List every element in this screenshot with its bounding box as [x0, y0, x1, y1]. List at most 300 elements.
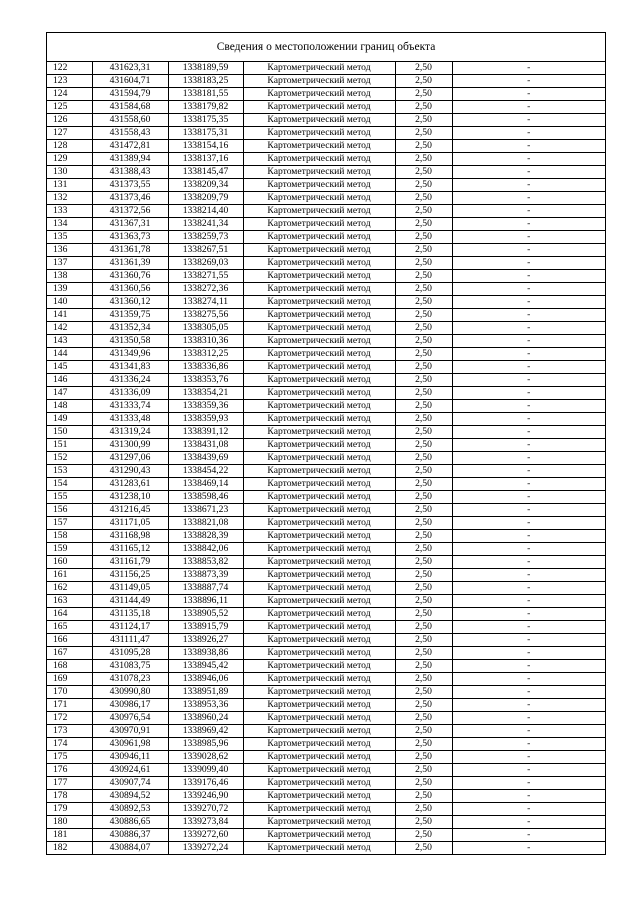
method-cell: Картометрический метод	[243, 712, 395, 725]
method-cell: Картометрический метод	[243, 660, 395, 673]
method-cell: Картометрический метод	[243, 179, 395, 192]
y-coordinate-cell: 1338828,39	[168, 530, 243, 543]
x-coordinate-cell: 431333,74	[92, 400, 168, 413]
point-number-cell: 131	[47, 179, 92, 192]
point-number-cell: 182	[47, 842, 92, 855]
accuracy-cell: 2,50	[395, 361, 452, 374]
x-coordinate-cell: 430986,17	[92, 699, 168, 712]
y-coordinate-cell: 1338887,74	[168, 582, 243, 595]
description-cell: -	[452, 764, 605, 777]
method-cell: Картометрический метод	[243, 621, 395, 634]
table-row	[47, 296, 605, 309]
x-coordinate-cell: 431350,58	[92, 335, 168, 348]
method-cell: Картометрический метод	[243, 764, 395, 777]
description-cell: -	[452, 686, 605, 699]
table-row	[47, 114, 605, 127]
x-coordinate-cell: 431594,79	[92, 88, 168, 101]
point-number-cell: 171	[47, 699, 92, 712]
table-row	[47, 400, 605, 413]
method-cell: Картометрический метод	[243, 738, 395, 751]
x-coordinate-cell: 431111,47	[92, 634, 168, 647]
point-number-cell: 125	[47, 101, 92, 114]
table-row	[47, 634, 605, 647]
x-coordinate-cell: 431238,10	[92, 491, 168, 504]
method-cell: Картометрический метод	[243, 75, 395, 88]
y-coordinate-cell: 1338896,11	[168, 595, 243, 608]
table-row	[47, 153, 605, 166]
table-row	[47, 335, 605, 348]
x-coordinate-cell: 431472,81	[92, 140, 168, 153]
description-cell: -	[452, 504, 605, 517]
y-coordinate-cell: 1338821,08	[168, 517, 243, 530]
x-coordinate-cell: 431297,06	[92, 452, 168, 465]
table-row	[47, 712, 605, 725]
description-cell: -	[452, 88, 605, 101]
accuracy-cell: 2,50	[395, 530, 452, 543]
accuracy-cell: 2,50	[395, 504, 452, 517]
point-number-cell: 180	[47, 816, 92, 829]
x-coordinate-cell: 430990,80	[92, 686, 168, 699]
table-row	[47, 361, 605, 374]
method-cell: Картометрический метод	[243, 504, 395, 517]
description-cell: -	[452, 426, 605, 439]
table-row	[47, 491, 605, 504]
description-cell: -	[452, 660, 605, 673]
method-cell: Картометрический метод	[243, 569, 395, 582]
description-cell: -	[452, 569, 605, 582]
table-row	[47, 556, 605, 569]
table-row	[47, 660, 605, 673]
method-cell: Картометрический метод	[243, 829, 395, 842]
y-coordinate-cell: 1338945,42	[168, 660, 243, 673]
x-coordinate-cell: 431363,73	[92, 231, 168, 244]
method-cell: Картометрический метод	[243, 608, 395, 621]
accuracy-cell: 2,50	[395, 725, 452, 738]
method-cell: Картометрический метод	[243, 192, 395, 205]
coordinates-table	[47, 62, 605, 854]
point-number-cell: 179	[47, 803, 92, 816]
description-cell: -	[452, 387, 605, 400]
point-number-cell: 181	[47, 829, 92, 842]
method-cell: Картометрический метод	[243, 530, 395, 543]
y-coordinate-cell: 1338598,46	[168, 491, 243, 504]
x-coordinate-cell: 431336,24	[92, 374, 168, 387]
method-cell: Картометрический метод	[243, 270, 395, 283]
x-coordinate-cell: 431558,60	[92, 114, 168, 127]
method-cell: Картометрический метод	[243, 634, 395, 647]
point-number-cell: 158	[47, 530, 92, 543]
accuracy-cell: 2,50	[395, 764, 452, 777]
point-number-cell: 122	[47, 62, 92, 75]
table-row	[47, 699, 605, 712]
table-row	[47, 231, 605, 244]
x-coordinate-cell: 431558,43	[92, 127, 168, 140]
y-coordinate-cell: 1338274,11	[168, 296, 243, 309]
accuracy-cell: 2,50	[395, 569, 452, 582]
point-number-cell: 139	[47, 283, 92, 296]
table-row	[47, 829, 605, 842]
y-coordinate-cell: 1338145,47	[168, 166, 243, 179]
point-number-cell: 133	[47, 205, 92, 218]
y-coordinate-cell: 1338137,16	[168, 153, 243, 166]
accuracy-cell: 2,50	[395, 712, 452, 725]
point-number-cell: 165	[47, 621, 92, 634]
description-cell: -	[452, 816, 605, 829]
table-row	[47, 140, 605, 153]
y-coordinate-cell: 1338214,40	[168, 205, 243, 218]
boundary-table-frame	[46, 32, 606, 855]
method-cell: Картометрический метод	[243, 205, 395, 218]
description-cell: -	[452, 166, 605, 179]
y-coordinate-cell: 1338359,93	[168, 413, 243, 426]
point-number-cell: 159	[47, 543, 92, 556]
point-number-cell: 140	[47, 296, 92, 309]
description-cell: -	[452, 283, 605, 296]
description-cell: -	[452, 75, 605, 88]
y-coordinate-cell: 1338960,24	[168, 712, 243, 725]
x-coordinate-cell: 430884,07	[92, 842, 168, 855]
description-cell: -	[452, 400, 605, 413]
accuracy-cell: 2,50	[395, 465, 452, 478]
table-row	[47, 452, 605, 465]
method-cell: Картометрический метод	[243, 335, 395, 348]
y-coordinate-cell: 1339028,62	[168, 751, 243, 764]
description-cell: -	[452, 62, 605, 75]
method-cell: Картометрический метод	[243, 387, 395, 400]
point-number-cell: 127	[47, 127, 92, 140]
x-coordinate-cell: 431352,34	[92, 322, 168, 335]
method-cell: Картометрический метод	[243, 673, 395, 686]
x-coordinate-cell: 431361,78	[92, 244, 168, 257]
y-coordinate-cell: 1338275,56	[168, 309, 243, 322]
y-coordinate-cell: 1338310,36	[168, 335, 243, 348]
accuracy-cell: 2,50	[395, 296, 452, 309]
y-coordinate-cell: 1338905,52	[168, 608, 243, 621]
y-coordinate-cell: 1338271,55	[168, 270, 243, 283]
y-coordinate-cell: 1338181,55	[168, 88, 243, 101]
description-cell: -	[452, 101, 605, 114]
point-number-cell: 168	[47, 660, 92, 673]
table-row	[47, 543, 605, 556]
description-cell: -	[452, 361, 605, 374]
point-number-cell: 130	[47, 166, 92, 179]
point-number-cell: 176	[47, 764, 92, 777]
method-cell: Картометрический метод	[243, 647, 395, 660]
method-cell: Картометрический метод	[243, 751, 395, 764]
accuracy-cell: 2,50	[395, 257, 452, 270]
table-row	[47, 465, 605, 478]
description-cell: -	[452, 608, 605, 621]
y-coordinate-cell: 1338209,79	[168, 192, 243, 205]
description-cell: -	[452, 413, 605, 426]
y-coordinate-cell: 1339273,84	[168, 816, 243, 829]
description-cell: -	[452, 738, 605, 751]
x-coordinate-cell: 431171,05	[92, 517, 168, 530]
x-coordinate-cell: 431584,68	[92, 101, 168, 114]
accuracy-cell: 2,50	[395, 335, 452, 348]
x-coordinate-cell: 430894,52	[92, 790, 168, 803]
point-number-cell: 153	[47, 465, 92, 478]
table-row	[47, 816, 605, 829]
description-cell: -	[452, 335, 605, 348]
method-cell: Картометрический метод	[243, 777, 395, 790]
table-row	[47, 127, 605, 140]
table-row	[47, 179, 605, 192]
point-number-cell: 152	[47, 452, 92, 465]
table-row	[47, 478, 605, 491]
method-cell: Картометрический метод	[243, 426, 395, 439]
point-number-cell: 123	[47, 75, 92, 88]
accuracy-cell: 2,50	[395, 751, 452, 764]
x-coordinate-cell: 431361,39	[92, 257, 168, 270]
method-cell: Картометрический метод	[243, 166, 395, 179]
y-coordinate-cell: 1338915,79	[168, 621, 243, 634]
description-cell: -	[452, 309, 605, 322]
method-cell: Картометрический метод	[243, 517, 395, 530]
description-cell: -	[452, 231, 605, 244]
table-row	[47, 101, 605, 114]
point-number-cell: 138	[47, 270, 92, 283]
table-row	[47, 348, 605, 361]
x-coordinate-cell: 431360,12	[92, 296, 168, 309]
method-cell: Картометрический метод	[243, 244, 395, 257]
point-number-cell: 136	[47, 244, 92, 257]
method-cell: Картометрический метод	[243, 699, 395, 712]
description-cell: -	[452, 140, 605, 153]
table-row	[47, 439, 605, 452]
y-coordinate-cell: 1338391,12	[168, 426, 243, 439]
x-coordinate-cell: 431604,71	[92, 75, 168, 88]
method-cell: Картометрический метод	[243, 218, 395, 231]
y-coordinate-cell: 1338312,25	[168, 348, 243, 361]
x-coordinate-cell: 430892,53	[92, 803, 168, 816]
x-coordinate-cell: 430946,11	[92, 751, 168, 764]
point-number-cell: 148	[47, 400, 92, 413]
method-cell: Картометрический метод	[243, 296, 395, 309]
description-cell: -	[452, 673, 605, 686]
table-row	[47, 244, 605, 257]
x-coordinate-cell: 431336,09	[92, 387, 168, 400]
table-row	[47, 218, 605, 231]
table-row	[47, 647, 605, 660]
method-cell: Картометрический метод	[243, 413, 395, 426]
accuracy-cell: 2,50	[395, 231, 452, 244]
x-coordinate-cell: 431300,99	[92, 439, 168, 452]
x-coordinate-cell: 431156,25	[92, 569, 168, 582]
x-coordinate-cell: 431341,83	[92, 361, 168, 374]
accuracy-cell: 2,50	[395, 413, 452, 426]
y-coordinate-cell: 1338938,86	[168, 647, 243, 660]
table-row	[47, 309, 605, 322]
table-row	[47, 621, 605, 634]
method-cell: Картометрический метод	[243, 140, 395, 153]
x-coordinate-cell: 431290,43	[92, 465, 168, 478]
method-cell: Картометрический метод	[243, 595, 395, 608]
x-coordinate-cell: 431349,96	[92, 348, 168, 361]
accuracy-cell: 2,50	[395, 595, 452, 608]
table-row	[47, 504, 605, 517]
table-row	[47, 413, 605, 426]
accuracy-cell: 2,50	[395, 192, 452, 205]
point-number-cell: 174	[47, 738, 92, 751]
y-coordinate-cell: 1338985,96	[168, 738, 243, 751]
method-cell: Картометрический метод	[243, 452, 395, 465]
accuracy-cell: 2,50	[395, 283, 452, 296]
point-number-cell: 167	[47, 647, 92, 660]
point-number-cell: 147	[47, 387, 92, 400]
x-coordinate-cell: 431389,94	[92, 153, 168, 166]
point-number-cell: 150	[47, 426, 92, 439]
point-number-cell: 155	[47, 491, 92, 504]
point-number-cell: 129	[47, 153, 92, 166]
accuracy-cell: 2,50	[395, 842, 452, 855]
accuracy-cell: 2,50	[395, 582, 452, 595]
description-cell: -	[527, 842, 531, 853]
point-number-cell: 128	[47, 140, 92, 153]
accuracy-cell: 2,50	[395, 270, 452, 283]
y-coordinate-cell: 1338354,21	[168, 387, 243, 400]
table-row	[47, 582, 605, 595]
y-coordinate-cell: 1338353,76	[168, 374, 243, 387]
y-coordinate-cell: 1338359,36	[168, 400, 243, 413]
point-number-cell: 145	[47, 361, 92, 374]
method-cell: Картометрический метод	[243, 361, 395, 374]
y-coordinate-cell: 1338175,35	[168, 114, 243, 127]
y-coordinate-cell: 1338269,03	[168, 257, 243, 270]
table-row	[47, 595, 605, 608]
description-cell: -	[452, 127, 605, 140]
x-coordinate-cell: 431161,79	[92, 556, 168, 569]
point-number-cell: 126	[47, 114, 92, 127]
y-coordinate-cell: 1338305,05	[168, 322, 243, 335]
y-coordinate-cell: 1339270,72	[168, 803, 243, 816]
x-coordinate-cell: 431095,28	[92, 647, 168, 660]
point-number-cell: 162	[47, 582, 92, 595]
point-number-cell: 137	[47, 257, 92, 270]
table-row	[47, 764, 605, 777]
y-coordinate-cell: 1339272,60	[168, 829, 243, 842]
accuracy-cell: 2,50	[395, 114, 452, 127]
method-cell: Картометрический метод	[243, 543, 395, 556]
table-row	[47, 192, 605, 205]
accuracy-cell: 2,50	[395, 634, 452, 647]
method-cell: Картометрический метод	[243, 465, 395, 478]
description-cell: -	[452, 699, 605, 712]
y-coordinate-cell: 1339246,90	[168, 790, 243, 803]
y-coordinate-cell: 1338259,73	[168, 231, 243, 244]
accuracy-cell: 2,50	[395, 101, 452, 114]
table-row	[47, 205, 605, 218]
point-number-cell: 143	[47, 335, 92, 348]
description-cell: -	[452, 751, 605, 764]
x-coordinate-cell: 431360,56	[92, 283, 168, 296]
accuracy-cell: 2,50	[395, 426, 452, 439]
point-number-cell: 166	[47, 634, 92, 647]
method-cell: Картометрический метод	[243, 153, 395, 166]
description-cell: -	[452, 647, 605, 660]
accuracy-cell: 2,50	[395, 517, 452, 530]
accuracy-cell: 2,50	[395, 244, 452, 257]
accuracy-cell: 2,50	[395, 62, 452, 75]
table-row	[47, 257, 605, 270]
description-cell: -	[452, 478, 605, 491]
x-coordinate-cell: 431367,31	[92, 218, 168, 231]
y-coordinate-cell: 1338439,69	[168, 452, 243, 465]
x-coordinate-cell: 431359,75	[92, 309, 168, 322]
table-row	[47, 166, 605, 179]
x-coordinate-cell: 430886,65	[92, 816, 168, 829]
point-number-cell: 173	[47, 725, 92, 738]
accuracy-cell: 2,50	[395, 140, 452, 153]
table-row	[47, 75, 605, 88]
table-row	[47, 569, 605, 582]
description-cell: -	[452, 517, 605, 530]
y-coordinate-cell: 1338183,25	[168, 75, 243, 88]
table-row	[47, 270, 605, 283]
y-coordinate-cell: 1339099,40	[168, 764, 243, 777]
table-row	[47, 426, 605, 439]
table-row	[47, 725, 605, 738]
description-cell: -	[452, 790, 605, 803]
method-cell: Картометрический метод	[243, 556, 395, 569]
accuracy-cell: 2,50	[395, 673, 452, 686]
method-cell: Картометрический метод	[243, 283, 395, 296]
x-coordinate-cell: 430907,74	[92, 777, 168, 790]
point-number-cell: 175	[47, 751, 92, 764]
accuracy-cell: 2,50	[395, 790, 452, 803]
point-number-cell: 132	[47, 192, 92, 205]
description-cell: -	[452, 465, 605, 478]
description-cell: -	[452, 621, 605, 634]
point-number-cell: 157	[47, 517, 92, 530]
y-coordinate-cell: 1338209,34	[168, 179, 243, 192]
x-coordinate-cell: 431283,61	[92, 478, 168, 491]
accuracy-cell: 2,50	[395, 88, 452, 101]
accuracy-cell: 2,50	[395, 478, 452, 491]
description-cell: -	[452, 244, 605, 257]
y-coordinate-cell: 1338953,36	[168, 699, 243, 712]
description-cell: -	[452, 218, 605, 231]
description-cell: -	[452, 153, 605, 166]
description-cell: -	[452, 192, 605, 205]
accuracy-cell: 2,50	[395, 829, 452, 842]
description-cell: -	[452, 348, 605, 361]
point-number-cell: 178	[47, 790, 92, 803]
table-row	[47, 387, 605, 400]
accuracy-cell: 2,50	[395, 777, 452, 790]
table-row	[47, 374, 605, 387]
description-cell: -	[452, 374, 605, 387]
accuracy-cell: 2,50	[395, 647, 452, 660]
accuracy-cell: 2,50	[395, 387, 452, 400]
accuracy-cell: 2,50	[395, 816, 452, 829]
table-row	[47, 751, 605, 764]
table-row	[47, 283, 605, 296]
method-cell: Картометрический метод	[243, 790, 395, 803]
table-row	[47, 62, 605, 75]
point-number-cell: 144	[47, 348, 92, 361]
method-cell: Картометрический метод	[243, 725, 395, 738]
description-cell: -	[452, 205, 605, 218]
accuracy-cell: 2,50	[395, 439, 452, 452]
method-cell: Картометрический метод	[243, 842, 395, 855]
point-number-cell: 135	[47, 231, 92, 244]
method-cell: Картометрический метод	[243, 322, 395, 335]
x-coordinate-cell: 431388,43	[92, 166, 168, 179]
accuracy-cell: 2,50	[395, 205, 452, 218]
method-cell: Картометрический метод	[243, 127, 395, 140]
description-cell: -	[452, 582, 605, 595]
